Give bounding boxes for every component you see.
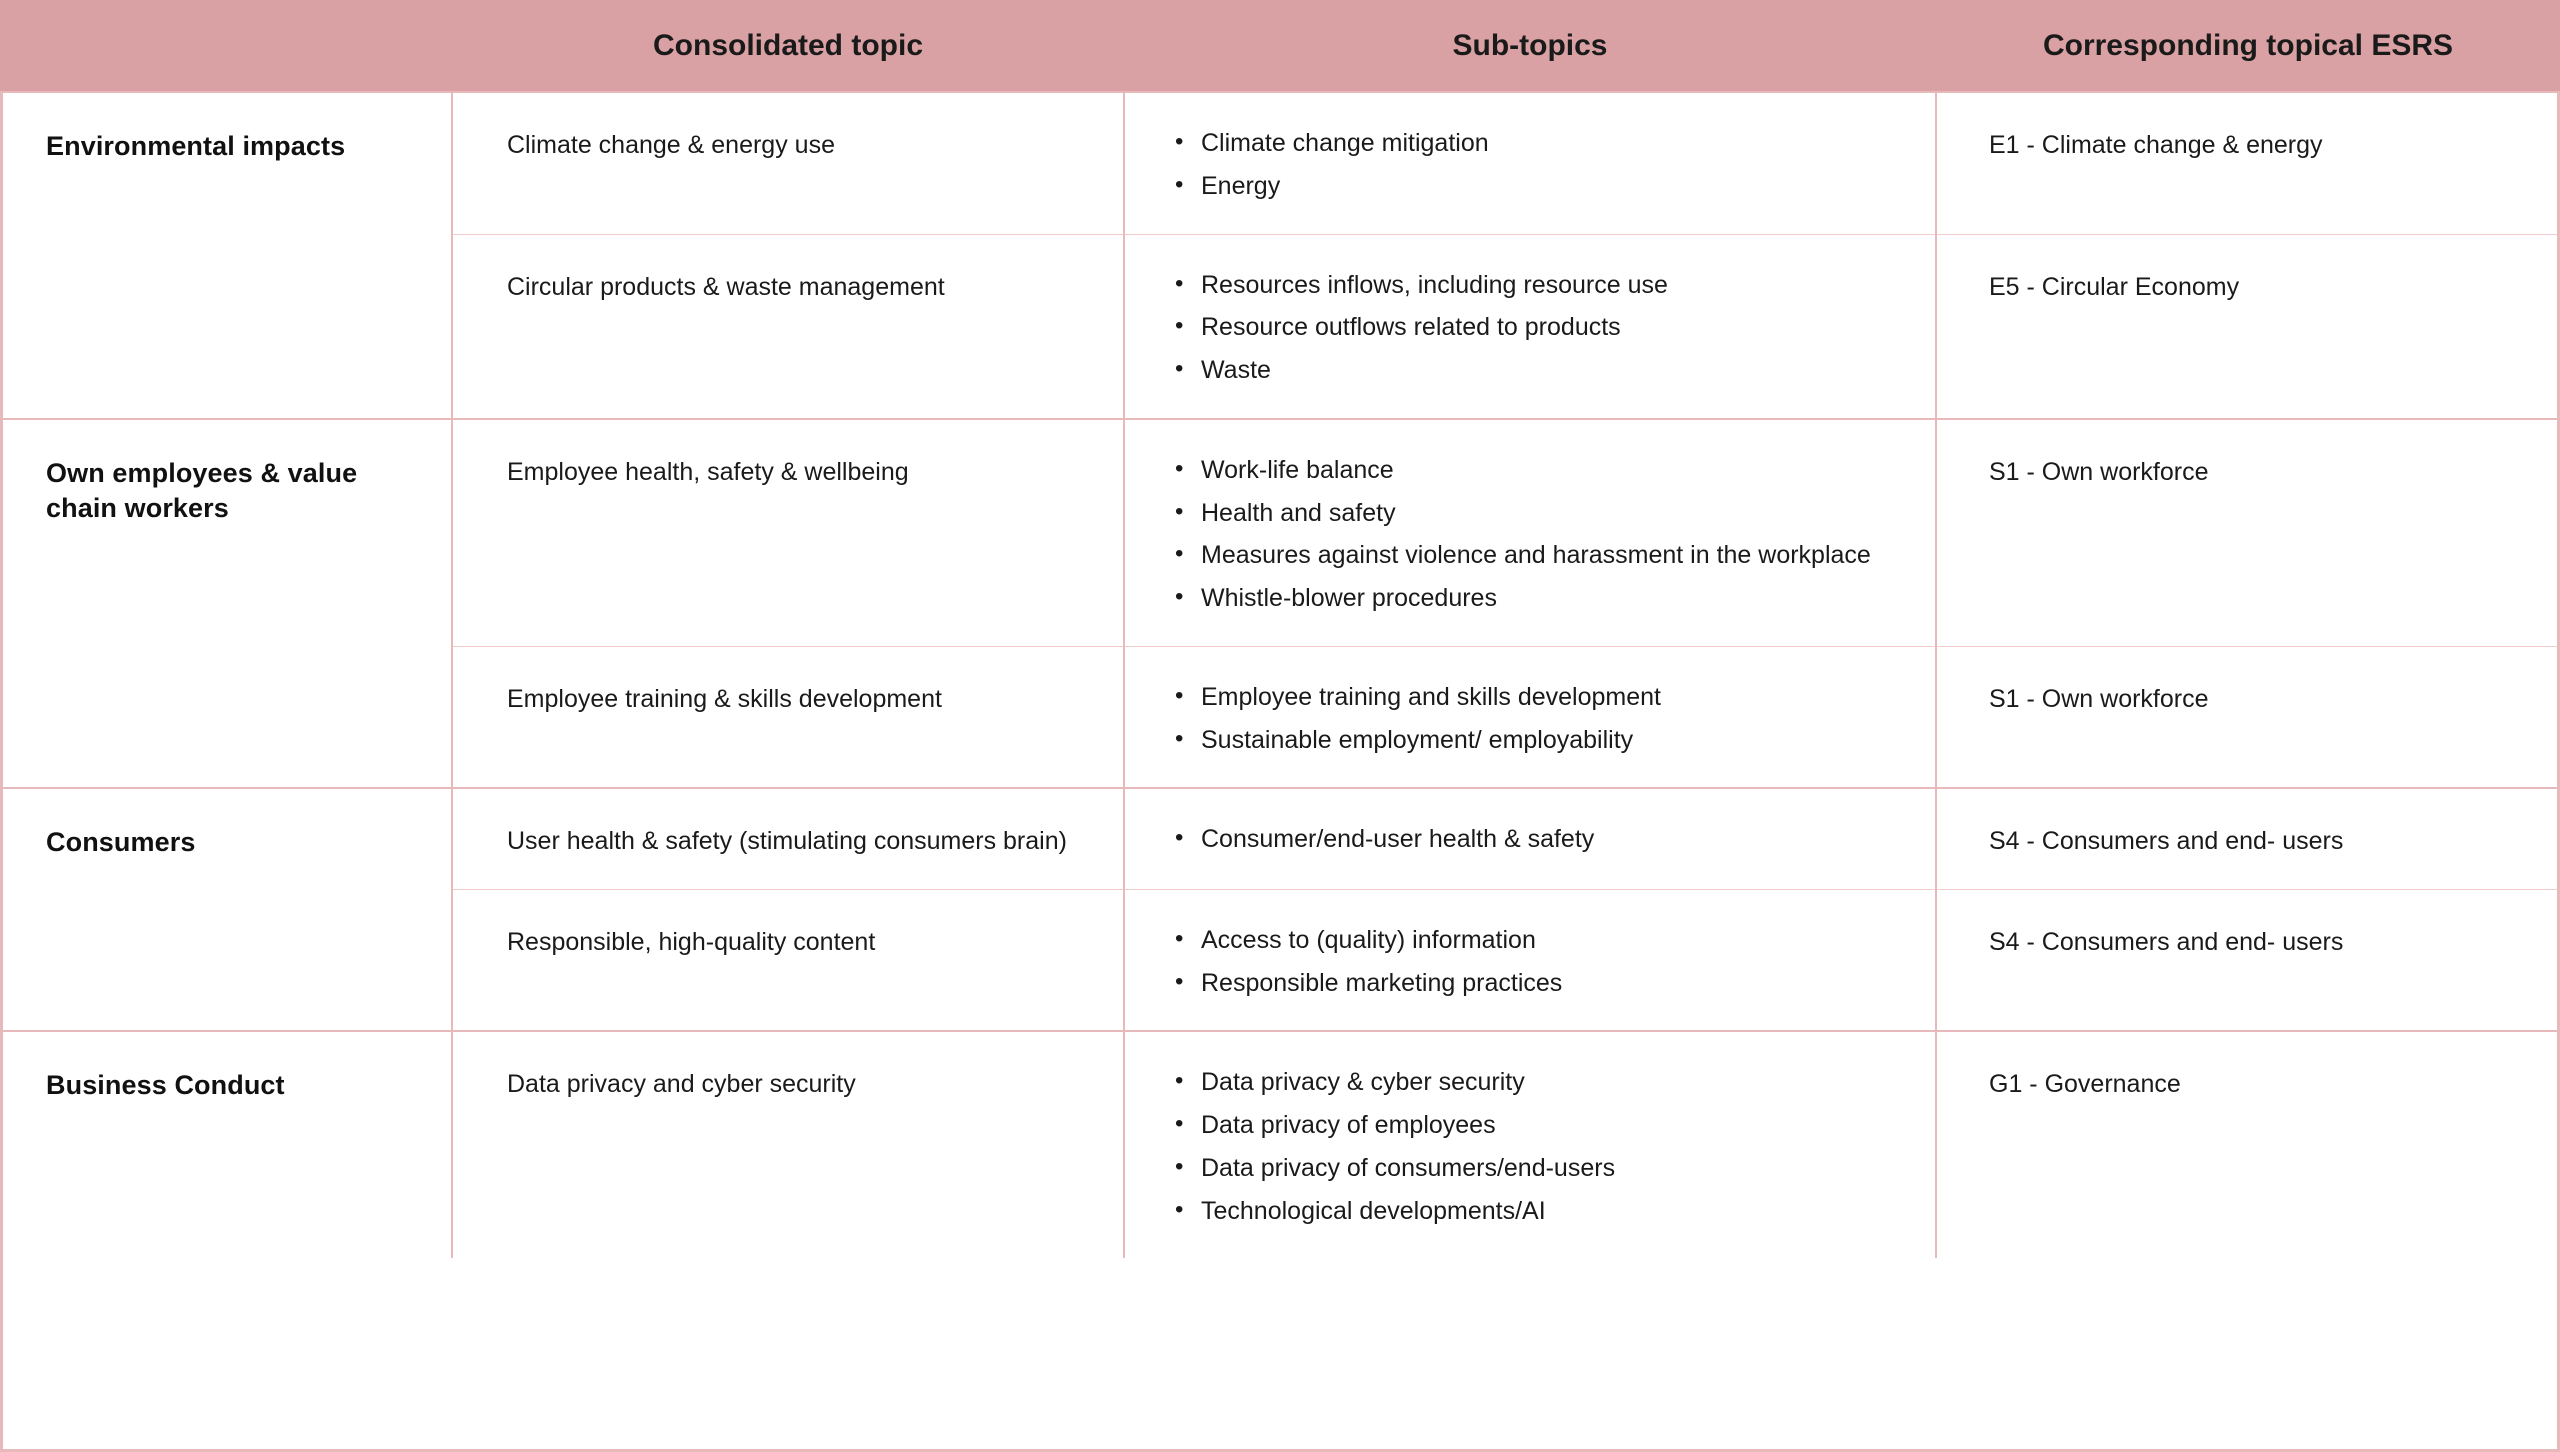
subtopic-list [1173,924,1905,1001]
subtopics-cell [1124,646,1936,788]
esrs-cell: S4 - Consumers and end- users [1936,788,2560,889]
subtopic-item: • Waste [1173,354,1905,388]
subtopic-item: • Data privacy of consumers/end-users [1173,1152,1905,1186]
consolidated-topic-cell: Circular products & waste management [452,234,1124,419]
subtopic-item: • Data privacy of employees [1173,1109,1905,1143]
header-cell-subtopics: Sub-topics [1452,28,1608,62]
subtopic-list [1173,269,1905,388]
subtopic-item: • Employee training and skills development [1173,681,1905,715]
subtopics-cell [1124,788,1936,889]
consolidated-topic-cell: Data privacy and cyber security [452,1031,1124,1258]
esrs-cell: G1 - Governance [1936,1031,2560,1258]
subtopic-item: • Work-life balance [1173,454,1905,488]
consolidated-topic-cell: Responsible, high-quality content [452,889,1124,1031]
subtopic-list [1173,127,1905,204]
subtopic-item: • Whistle-blower procedures [1173,582,1905,616]
subtopics-cell [1124,419,1936,647]
subtopic-list [1173,823,1905,857]
consolidated-topic-cell: Climate change & energy use [452,92,1124,234]
subtopics-cell [1124,92,1936,234]
esrs-cell: S1 - Own workforce [1936,419,2560,647]
header-cell-category [0,0,452,92]
subtopic-item: • Health and safety [1173,497,1905,531]
table-left-border [0,92,3,1452]
subtopic-item: • Data privacy & cyber security [1173,1066,1905,1100]
subtopic-item: • Consumer/end-user health & safety [1173,823,1905,857]
esrs-cell: S1 - Own workforce [1936,646,2560,788]
subtopic-item: • Technological developments/AI [1173,1195,1905,1229]
esrs-cell: E1 - Climate change & energy [1936,92,2560,234]
table-row [0,788,2560,889]
consolidated-topic-cell: Employee health, safety & wellbeing [452,419,1124,647]
subtopic-item: • Energy [1173,170,1905,204]
subtopic-item: • Sustainable employment/ employability [1173,724,1905,758]
header-row [0,0,2560,92]
subtopic-item: • Responsible marketing practices [1173,967,1905,1001]
subtopic-list [1173,454,1905,616]
table-row [0,92,2560,234]
header-cell-esrs: Corresponding topical ESRS [2042,28,2454,62]
subtopic-list [1173,681,1905,758]
category-cell: Consumers [0,788,452,1031]
subtopic-item: • Resource outflows related to products [1173,311,1905,345]
subtopic-item: • Resources inflows, including resource use [1173,269,1905,303]
esrs-cell: E5 - Circular Economy [1936,234,2560,419]
subtopics-cell [1124,234,1936,419]
subtopics-cell [1124,1031,1936,1258]
category-cell: Business Conduct [0,1031,452,1258]
subtopic-item: • Access to (quality) information [1173,924,1905,958]
table-header [0,0,2560,92]
subtopic-item: • Climate change mitigation [1173,127,1905,161]
category-cell: Own employees & value chain workers [0,419,452,789]
subtopics-cell [1124,889,1936,1031]
consolidated-topic-cell: Employee training & skills development [452,646,1124,788]
table-row [0,419,2560,647]
header-cell-consolidated-topic: Consolidated topic [653,28,923,62]
subtopic-item: • Measures against violence and harassment in the workplace [1173,539,1905,573]
esrs-cell: S4 - Consumers and end- users [1936,889,2560,1031]
consolidated-topic-cell: User health & safety (stimulating consumers brain) [452,788,1124,889]
table-row [0,1031,2560,1258]
subtopic-list [1173,1066,1905,1228]
table-body [0,92,2560,1258]
category-cell: Environmental impacts [0,92,452,419]
